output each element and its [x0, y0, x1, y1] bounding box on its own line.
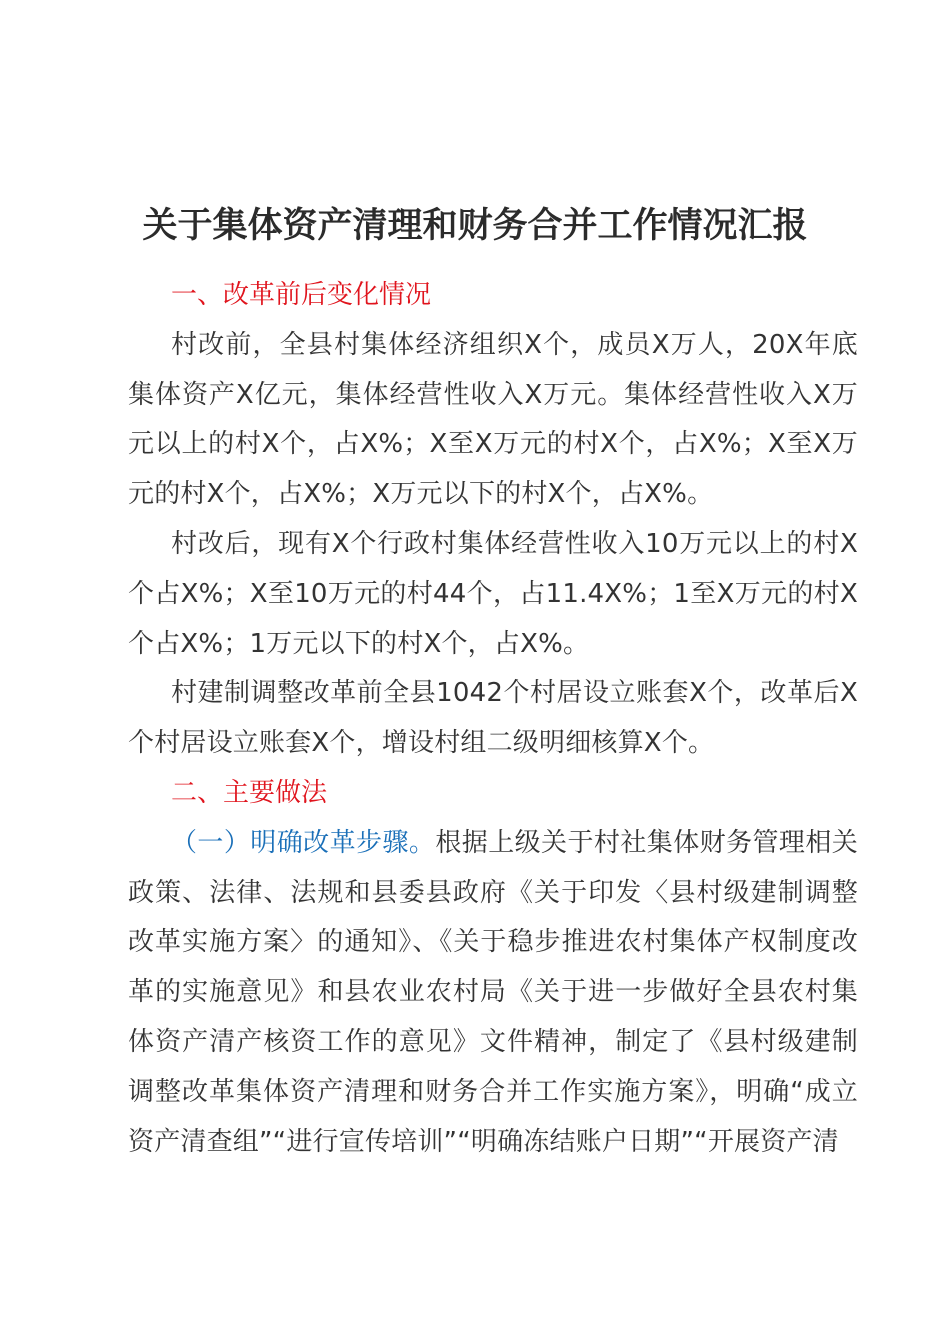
paragraph-1: 村改前，全县村集体经济组织X个，成员X万人，20X年底集体资产X亿元，集体经营性收入X万元。集体经营性收入X万元以上的村X个，占X%；X至X万元的村X个，占X%；X至X万元的村X个，占X%；X万元以下的村X个，占X%。 — [128, 329, 858, 510]
paragraph-2: 村改后，现有X个行政村集体经营性收入10万元以上的村X个占X%；X至10万元的村44个，占11.4X%；1至X万元的村X个占X%；1万元以下的村X个，占X%。 — [128, 528, 858, 659]
subsection-heading-1: （一）明确改革步骤。 — [171, 827, 436, 858]
paragraph-3: 村建制调整改革前全县1042个村居设立账套X个，改革后X个村居设立账套X个，增设村组二级明细核算X个。 — [128, 678, 858, 759]
document-body — [128, 271, 858, 1167]
subsection-text-1: 根据上级关于村社集体财务管理相关政策、法律、法规和县委县政府《关于印发〈县村级建制调整改革实施方案〉的通知》、《关于稳步推进农村集体产权制度改革的实施意见》和县农业农村局《关于进一步做好全县农村集体资产清产核资工作的意见》文件精神，制定了《县村级建制调整改革集体资产清理和财务合并工作实施方案》，明确“成立资产清查组”“进行宣传培训”“明确冻结账户日期”“开展资产清 — [128, 827, 858, 1157]
section-heading-2: 二、主要做法 — [171, 777, 328, 808]
document-title: 关于集体资产清理和财务合并工作情况汇报 — [142, 206, 808, 246]
section-heading-1: 一、改革前后变化情况 — [171, 280, 432, 310]
paragraph-4 — [128, 819, 858, 1168]
